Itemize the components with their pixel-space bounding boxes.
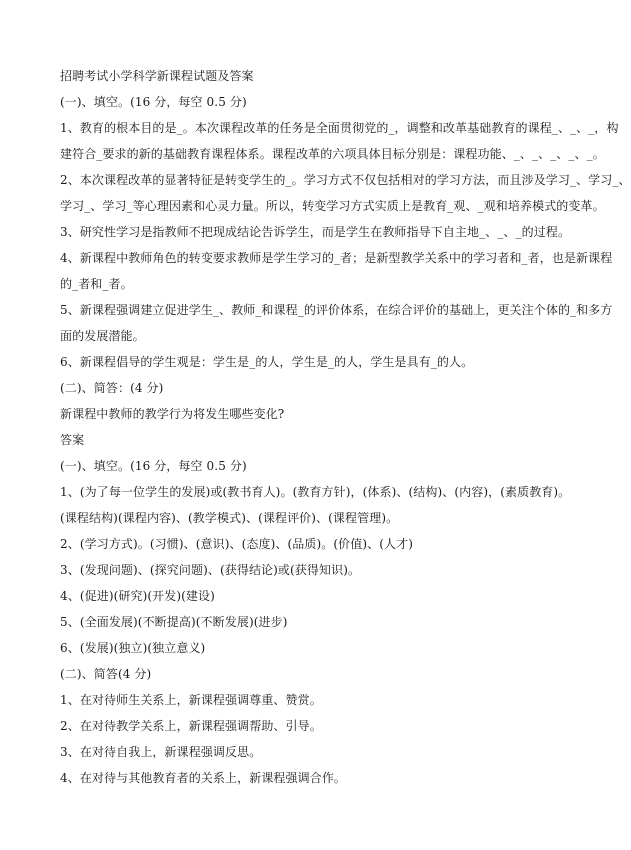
answers-fill-heading: (一)、填空。(16 分，每空 0.5 分) [60,459,247,473]
answers-short-heading: (二)、简答(4 分) [60,667,152,681]
answer-6: 6、(发展)(独立)(独立意义) [60,641,206,655]
question-6: 6、新课程倡导的学生观是：学生是_的人，学生是_的人，学生是具有_的人。 [60,355,474,369]
short-answer-item-1: 1、在对待师生关系上，新课程强调尊重、赞赏。 [60,693,322,707]
answer-5: 5、(全面发展)(不断提高)(不断发展)(进步) [60,615,288,629]
answer-4: 4、(促进)(研究)(开发)(建设) [60,589,215,603]
question-1-line-2: 建符合_要求的新的基础教育课程体系。课程改革的六项具体目标分别是：课程功能、_、_、_、_、_。 [60,147,605,161]
short-answer-heading: (二)、简答：(4 分) [60,381,164,395]
document-title: 招聘考试小学科学新课程试题及答案 [60,69,254,83]
short-answer-item-3: 3、在对待自我上，新课程强调反思。 [60,745,262,759]
answer-2: 2、(学习方式)。(习惯)、(意识)、(态度)、(品质)。(价值)、(人才) [60,537,413,551]
answer-1-line-1: 1、(为了每一位学生的发展)或(教书育人)。(教育方针)，(体系)、(结构)、(内容)，(素质教育)。 [60,485,571,499]
question-2-line-2: 学习_、学习_等心理因素和心灵力量。所以，转变学习方式实质上是教育_观、_观和培养模式的变革。 [60,199,605,213]
question-1-line-1: 1、教育的根本目的是_。本次课程改革的任务是全面贯彻党的_，调整和改革基础教育的课程_、_、_，构 [60,121,619,135]
answer-3: 3、(发现问题)、(探究问题)、(获得结论)或(获得知识)。 [60,563,361,577]
question-2-line-1: 2、本次课程改革的显著特征是转变学生的_。学习方式不仅包括相对的学习方法，而且涉及学习_、学习_、 [60,173,631,187]
question-5-line-1: 5、新课程强调建立促进学生_、教师_和课程_的评价体系，在综合评价的基础上，更关注个体的_和多方 [60,303,613,317]
question-3: 3、研究性学习是指教师不把现成结论告诉学生，而是学生在教师指导下自主地_、_、_的过程。 [60,225,571,239]
answer-1-line-2: (课程结构)(课程内容)、(教学模式)、(课程评价)、(课程管理)。 [60,511,399,525]
question-4-line-1: 4、新课程中教师角色的转变要求教师是学生学习的_者；是新型教学关系中的学习者和_者，也是新课程 [60,251,613,265]
fill-section-heading: (一)、填空。(16 分，每空 0.5 分) [60,95,247,109]
answers-label: 答案 [60,433,85,447]
short-answer-item-2: 2、在对待教学关系上，新课程强调帮助、引导。 [60,719,322,733]
question-4-line-2: 的_者和_者。 [60,277,133,291]
short-answer-item-4: 4、在对待与其他教育者的关系上，新课程强调合作。 [60,771,347,785]
question-5-line-2: 面的发展潜能。 [60,329,145,343]
short-answer-question: 新课程中教师的教学行为将发生哪些变化? [60,407,285,421]
